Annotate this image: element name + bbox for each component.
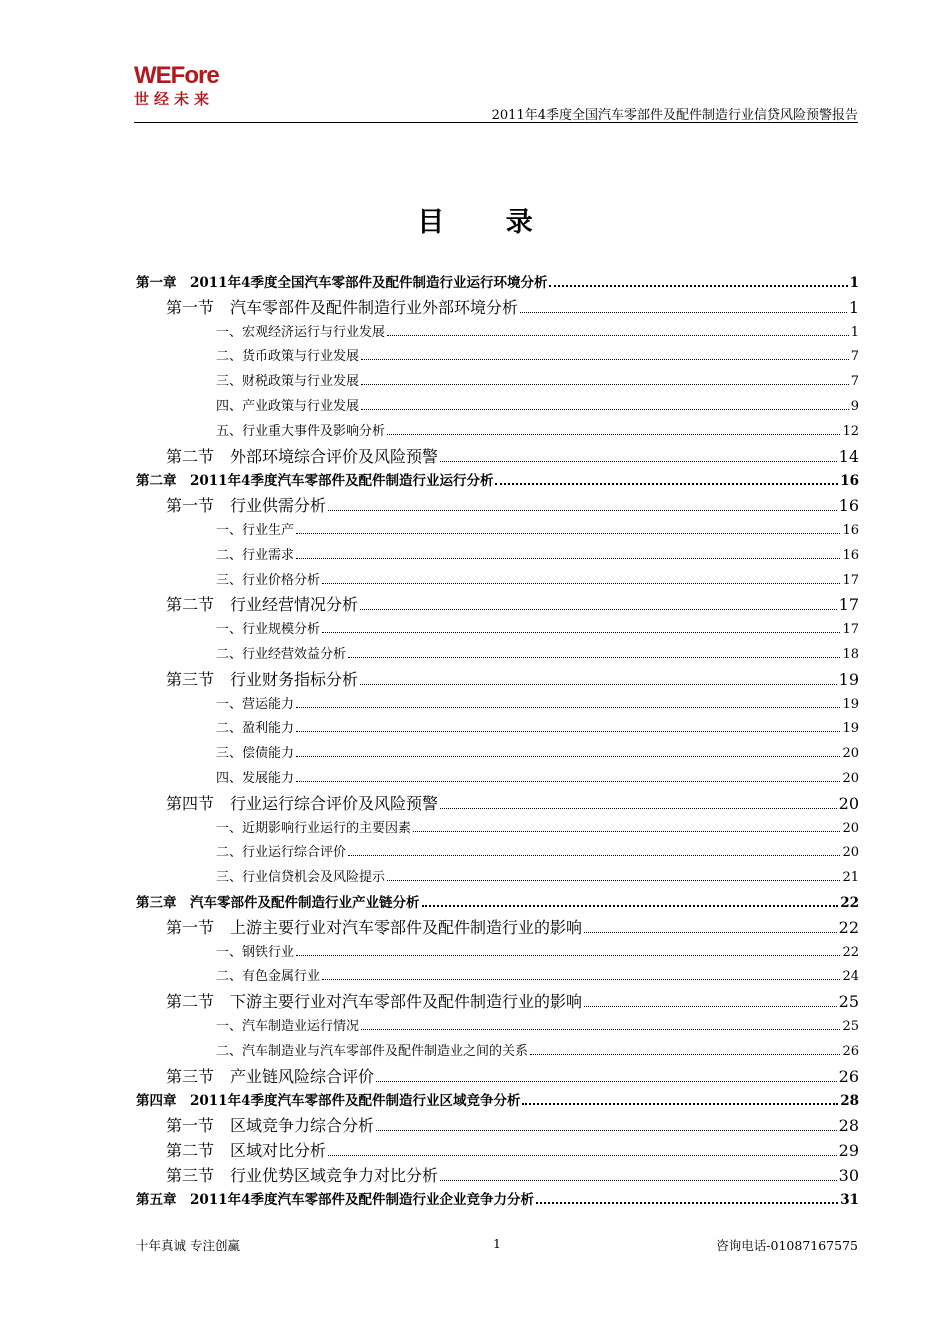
toc-entry-page: 1 bbox=[850, 324, 859, 340]
toc-chapter-entry[interactable] bbox=[136, 469, 859, 494]
footer-contact-phone: 咨询电话-01087167575 bbox=[716, 1238, 858, 1253]
toc-entry-page: 7 bbox=[850, 349, 859, 365]
toc-entry-label: 四、发展能力 bbox=[216, 770, 295, 786]
toc-subsection-entry[interactable] bbox=[136, 519, 859, 544]
toc-dot-leader bbox=[376, 1130, 837, 1131]
toc-entry-label: 二、盈利能力 bbox=[216, 721, 295, 737]
toc-entry-page: 28 bbox=[838, 1116, 859, 1136]
toc-dot-leader bbox=[440, 461, 837, 462]
toc-chapter-entry[interactable] bbox=[136, 1089, 859, 1114]
footer-slogan: 十年真诚 专注创赢 bbox=[136, 1238, 240, 1253]
toc-entry-label: 第二节 区域对比分析 bbox=[166, 1140, 327, 1160]
toc-dot-leader bbox=[322, 979, 840, 980]
toc-subsection-entry[interactable] bbox=[136, 321, 859, 346]
toc-subsection-entry[interactable] bbox=[136, 345, 859, 370]
toc-subsection-entry[interactable] bbox=[136, 370, 859, 395]
toc-dot-leader bbox=[549, 285, 847, 287]
toc-entry-page: 22 bbox=[842, 944, 859, 960]
toc-subsection-entry[interactable] bbox=[136, 817, 859, 842]
toc-entry-page: 12 bbox=[842, 423, 859, 439]
toc-dot-leader bbox=[422, 905, 839, 907]
header-divider bbox=[134, 122, 858, 123]
toc-section-entry[interactable] bbox=[136, 1065, 859, 1090]
toc-entry-page: 18 bbox=[842, 646, 859, 662]
toc-dot-leader bbox=[520, 312, 847, 313]
toc-chapter-entry[interactable] bbox=[136, 271, 859, 296]
toc-entry-label: 二、汽车制造业与汽车零部件及配件制造业之间的关系 bbox=[216, 1043, 529, 1059]
toc-chapter-entry[interactable] bbox=[136, 891, 859, 916]
toc-entry-label: 第一节 上游主要行业对汽车零部件及配件制造行业的影响 bbox=[166, 917, 583, 937]
toc-entry-page: 17 bbox=[842, 622, 859, 638]
toc-dot-leader bbox=[530, 1054, 840, 1055]
toc-section-entry[interactable] bbox=[136, 445, 859, 470]
toc-dot-leader bbox=[440, 808, 837, 809]
running-header-title: 2011年4季度全国汽车零部件及配件制造行业信贷风险预警报告 bbox=[491, 108, 858, 123]
toc-entry-label: 第一节 区域竞争力综合分析 bbox=[166, 1116, 375, 1136]
toc-dot-leader bbox=[322, 632, 840, 633]
toc-subsection-entry[interactable] bbox=[136, 941, 859, 966]
toc-entry-page: 17 bbox=[842, 572, 859, 588]
toc-entry-page: 24 bbox=[842, 969, 859, 985]
toc-entry-label: 第五章 2011年4季度汽车零部件及配件制造行业企业竞争力分析 bbox=[136, 1192, 534, 1209]
toc-entry-label: 二、有色金属行业 bbox=[216, 969, 321, 985]
toc-section-entry[interactable] bbox=[136, 668, 859, 693]
toc-entry-label: 第二章 2011年4季度汽车零部件及配件制造行业运行分析 bbox=[136, 473, 494, 490]
toc-entry-page: 20 bbox=[842, 770, 859, 786]
toc-subsection-entry[interactable] bbox=[136, 742, 859, 767]
toc-dot-leader bbox=[348, 855, 840, 856]
toc-entry-label: 一、近期影响行业运行的主要因素 bbox=[216, 820, 412, 836]
toc-subsection-entry[interactable] bbox=[136, 1015, 859, 1040]
toc-entry-label: 二、行业运行综合评价 bbox=[216, 845, 347, 861]
toc-entry-page: 20 bbox=[842, 746, 859, 762]
toc-subsection-entry[interactable] bbox=[136, 618, 859, 643]
toc-entry-label: 一、行业生产 bbox=[216, 522, 295, 538]
toc-entry-page: 20 bbox=[842, 820, 859, 836]
toc-entry-label: 一、汽车制造业运行情况 bbox=[216, 1018, 360, 1034]
toc-entry-label: 第一节 行业供需分析 bbox=[166, 496, 327, 516]
toc-entry-label: 一、宏观经济运行与行业发展 bbox=[216, 324, 386, 340]
toc-entry-page: 9 bbox=[850, 398, 859, 414]
table-of-contents bbox=[136, 271, 859, 1213]
toc-dot-leader bbox=[322, 583, 840, 584]
toc-entry-label: 第三节 产业链风险综合评价 bbox=[166, 1066, 375, 1086]
toc-entry-page: 29 bbox=[838, 1140, 859, 1160]
toc-dot-leader bbox=[296, 558, 840, 559]
toc-entry-page: 22 bbox=[838, 917, 859, 937]
toc-section-entry[interactable] bbox=[136, 1164, 859, 1189]
toc-entry-label: 第二节 外部环境综合评价及风险预警 bbox=[166, 446, 439, 466]
toc-subsection-entry[interactable] bbox=[136, 544, 859, 569]
footer-page-number: 1 bbox=[493, 1236, 501, 1251]
toc-dot-leader bbox=[360, 684, 837, 685]
toc-subsection-entry[interactable] bbox=[136, 643, 859, 668]
toc-entry-label: 第二节 下游主要行业对汽车零部件及配件制造行业的影响 bbox=[166, 992, 583, 1012]
toc-dot-leader bbox=[376, 1081, 837, 1082]
toc-entry-label: 二、行业需求 bbox=[216, 547, 295, 563]
toc-subsection-entry[interactable] bbox=[136, 841, 859, 866]
toc-entry-label: 第三节 行业财务指标分析 bbox=[166, 669, 359, 689]
toc-entry-label: 二、行业经营效益分析 bbox=[216, 646, 347, 662]
toc-entry-page: 16 bbox=[842, 522, 859, 538]
toc-entry-label: 一、钢铁行业 bbox=[216, 944, 295, 960]
toc-section-entry[interactable] bbox=[136, 1139, 859, 1164]
toc-subsection-entry[interactable] bbox=[136, 395, 859, 420]
toc-entry-page: 1 bbox=[849, 275, 859, 291]
toc-entry-page: 1 bbox=[848, 297, 859, 317]
toc-subsection-entry[interactable] bbox=[136, 866, 859, 891]
toc-chapter-entry[interactable] bbox=[136, 1188, 859, 1213]
toc-dot-leader bbox=[361, 359, 849, 360]
toc-entry-label: 一、营运能力 bbox=[216, 696, 295, 712]
toc-dot-leader bbox=[387, 335, 849, 336]
toc-dot-leader bbox=[348, 657, 840, 658]
toc-section-entry[interactable] bbox=[136, 916, 859, 941]
logo-chinese-name: 世经未来 bbox=[134, 90, 215, 108]
toc-dot-leader bbox=[296, 756, 840, 757]
toc-entry-label: 第四章 2011年4季度汽车零部件及配件制造行业区域竞争分析 bbox=[136, 1093, 521, 1110]
toc-dot-leader bbox=[296, 707, 840, 708]
toc-entry-page: 20 bbox=[838, 793, 859, 813]
toc-entry-label: 二、货币政策与行业发展 bbox=[216, 349, 360, 365]
toc-dot-leader bbox=[536, 1202, 838, 1204]
toc-subsection-entry[interactable] bbox=[136, 569, 859, 594]
toc-dot-leader bbox=[296, 955, 840, 956]
toc-dot-leader bbox=[522, 1103, 838, 1105]
toc-entry-page: 25 bbox=[838, 992, 859, 1012]
toc-section-entry[interactable] bbox=[136, 1114, 859, 1139]
toc-subsection-entry[interactable] bbox=[136, 693, 859, 718]
toc-section-entry[interactable] bbox=[136, 792, 859, 817]
toc-dot-leader bbox=[360, 609, 837, 610]
toc-entry-page: 19 bbox=[838, 669, 859, 689]
toc-entry-page: 26 bbox=[838, 1066, 859, 1086]
toc-entry-label: 第一节 汽车零部件及配件制造行业外部环境分析 bbox=[166, 297, 519, 317]
toc-dot-leader bbox=[296, 731, 840, 732]
toc-dot-leader bbox=[584, 1006, 837, 1007]
toc-dot-leader bbox=[413, 831, 840, 832]
toc-entry-page: 20 bbox=[842, 845, 859, 861]
toc-entry-page: 26 bbox=[842, 1043, 859, 1059]
toc-dot-leader bbox=[361, 1029, 840, 1030]
toc-dot-leader bbox=[361, 384, 849, 385]
logo-wordmark: WEFore bbox=[134, 62, 219, 89]
toc-entry-page: 25 bbox=[842, 1018, 859, 1034]
toc-entry-label: 第三章 汽车零部件及配件制造行业产业链分析 bbox=[136, 894, 420, 911]
toc-entry-page: 28 bbox=[840, 1093, 859, 1110]
toc-dot-leader bbox=[296, 533, 840, 534]
page-footer bbox=[136, 1236, 858, 1254]
toc-entry-page: 17 bbox=[838, 595, 859, 615]
toc-entry-page: 16 bbox=[842, 547, 859, 563]
toc-section-entry[interactable] bbox=[136, 990, 859, 1015]
toc-entry-page: 16 bbox=[840, 473, 859, 490]
toc-dot-leader bbox=[328, 1155, 837, 1156]
toc-heading: 目 录 bbox=[417, 207, 559, 238]
company-logo bbox=[134, 64, 244, 112]
toc-entry-page: 30 bbox=[838, 1165, 859, 1185]
toc-dot-leader bbox=[387, 880, 840, 881]
toc-dot-leader bbox=[387, 434, 840, 435]
toc-entry-page: 19 bbox=[842, 721, 859, 737]
toc-dot-leader bbox=[296, 781, 840, 782]
toc-entry-label: 四、产业政策与行业发展 bbox=[216, 398, 360, 414]
toc-entry-page: 31 bbox=[840, 1192, 859, 1209]
toc-dot-leader bbox=[495, 483, 838, 485]
toc-section-entry[interactable] bbox=[136, 494, 859, 519]
toc-entry-page: 19 bbox=[842, 696, 859, 712]
toc-entry-page: 7 bbox=[850, 374, 859, 390]
toc-subsection-entry[interactable] bbox=[136, 717, 859, 742]
toc-entry-label: 第二节 行业经营情况分析 bbox=[166, 595, 359, 615]
toc-entry-page: 21 bbox=[842, 870, 859, 886]
toc-entry-label: 三、行业信贷机会及风险提示 bbox=[216, 870, 386, 886]
toc-entry-label: 三、财税政策与行业发展 bbox=[216, 374, 360, 390]
toc-entry-page: 16 bbox=[838, 496, 859, 516]
toc-dot-leader bbox=[328, 510, 837, 511]
toc-subsection-entry[interactable] bbox=[136, 965, 859, 990]
toc-dot-leader bbox=[440, 1180, 837, 1181]
toc-subsection-entry[interactable] bbox=[136, 420, 859, 445]
toc-entry-label: 第四节 行业运行综合评价及风险预警 bbox=[166, 793, 439, 813]
toc-section-entry[interactable] bbox=[136, 296, 859, 321]
toc-entry-label: 一、行业规模分析 bbox=[216, 622, 321, 638]
toc-entry-label: 五、行业重大事件及影响分析 bbox=[216, 423, 386, 439]
toc-subsection-entry[interactable] bbox=[136, 767, 859, 792]
toc-entry-label: 第一章 2011年4季度全国汽车零部件及配件制造行业运行环境分析 bbox=[136, 275, 548, 291]
toc-subsection-entry[interactable] bbox=[136, 1040, 859, 1065]
toc-entry-page: 22 bbox=[840, 894, 859, 911]
toc-entry-page: 14 bbox=[838, 446, 859, 466]
toc-dot-leader bbox=[361, 409, 849, 410]
toc-entry-label: 第三节 行业优势区域竞争力对比分析 bbox=[166, 1165, 439, 1185]
toc-section-entry[interactable] bbox=[136, 593, 859, 618]
toc-entry-label: 三、行业价格分析 bbox=[216, 572, 321, 588]
toc-dot-leader bbox=[584, 932, 837, 933]
toc-entry-label: 三、偿债能力 bbox=[216, 746, 295, 762]
